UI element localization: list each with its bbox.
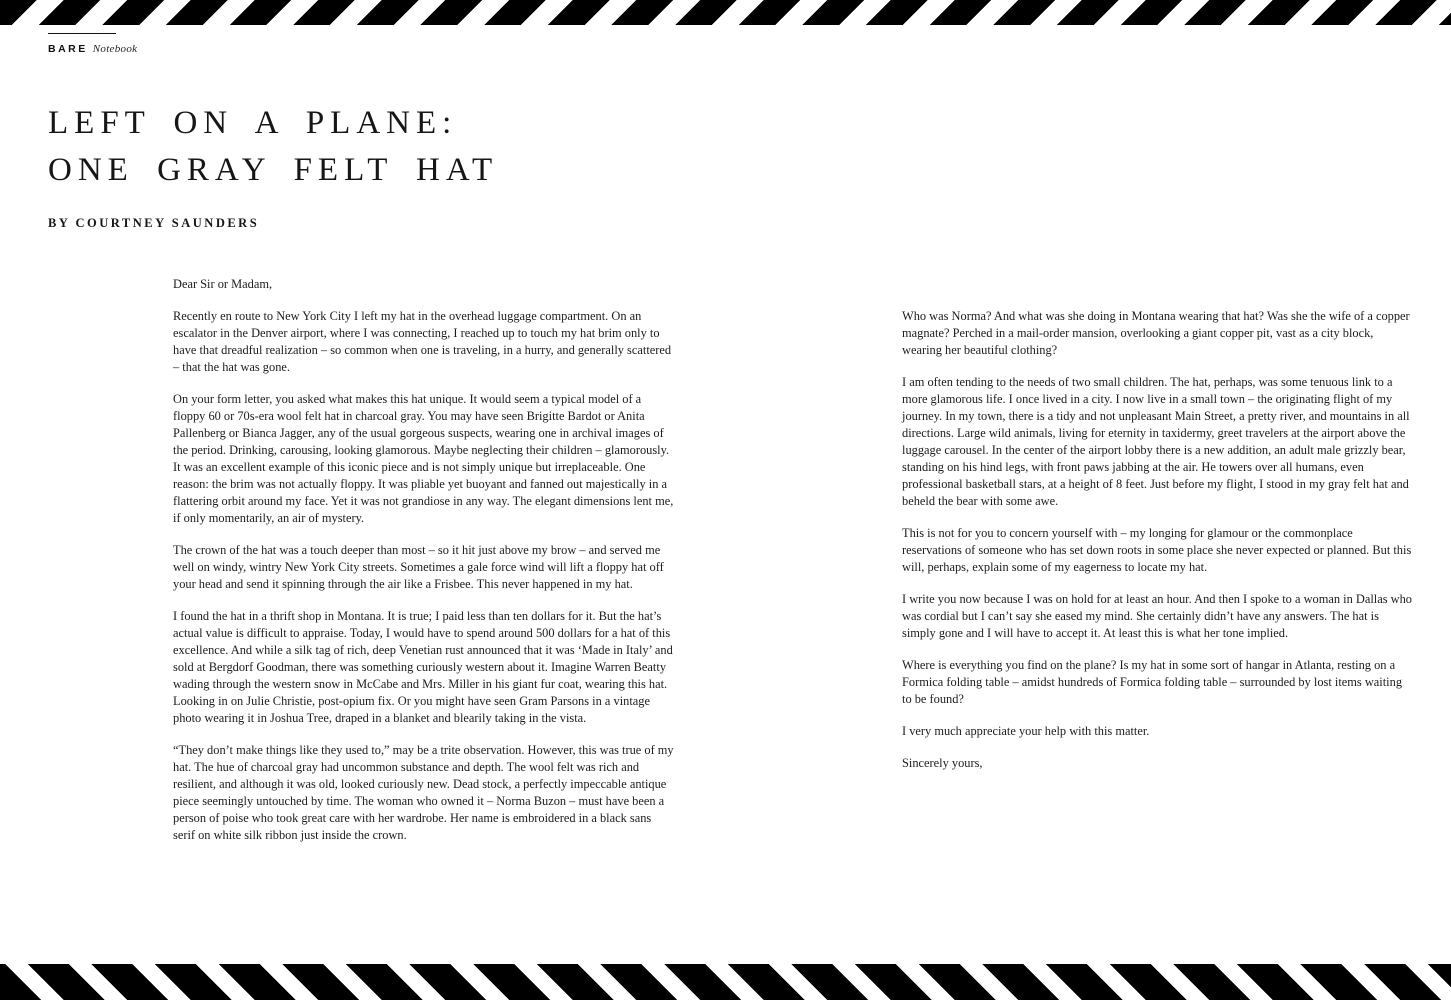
paragraph: I very much appreciate your help with this matter. [902,724,1150,738]
page-title-line1: LEFT ON A PLANE: [48,105,458,141]
top-stripe-border [0,0,1451,25]
masthead [48,33,137,57]
paragraph: “They don’t make things like they used to,” may be a trite observation. However, this was true of my hat. The hue of charcoal gray had uncommon substance and depth. The wool felt was rich and resilient, and although it was old, looked curiously new. Dead stock, a perfectly impeccable antique piece seemingly untouched by time. The woman who owned it – Norma Buzon – must have been a person of poise who took great care with her wardrobe. Her name is embroidered in a black sans serif on white silk ribbon just inside the crown. [173,743,674,842]
paragraph: The crown of the hat was a touch deeper than most – so it hit just above my brow – and served me well on windy, wintry New York City streets. Sometimes a gale force wind will lift a floppy hat off your head and send it spinning through the air like a Frisbee. This never happened in my hat. [173,543,664,591]
column-right [902,308,1414,859]
bottom-stripe-border [0,964,1451,1000]
paragraph: Recently en route to New York City I left my hat in the overhead luggage compartment. On an escalator in the Denver airport, where I was connecting, I reached up to touch my hat brim only to have that dreadful realization – so common when one is traveling, in a hurry, and generally scattered – that the hat was gone. [173,309,672,374]
letter-body [173,276,1414,859]
paragraph: I write you now because I was on hold for at least an hour. And then I spoke to a woman in Dallas who was cordial but I can’t say she eased my mind. She certainly didn’t have any answers. The hat is simply gone and I will have to accept it. At least this is what her tone implied. [902,592,1412,640]
paragraph: Sincerely yours, [902,756,983,770]
paragraph: This is not for you to concern yourself with – my longing for glamour or the commonplace reservations of someone who has set down roots in some place she never expected or planned. But this will, perhaps, explain some of my eagerness to locate my hat. [902,526,1412,574]
masthead-rule [48,33,116,34]
left-paragraphs [173,308,675,844]
paragraph: Who was Norma? And what was she doing in Montana wearing that hat? Was she the wife of a copper magnate? Perched in a mail-order mansion, overlooking a giant copper pit, vast as a city block, wearing her beautiful clothing? [902,309,1410,357]
paragraph: I am often tending to the needs of two small children. The hat, perhaps, was some tenuous link to a more glamorous life. I once lived in a city. I now live in a small town – the originating flight of my journey. In my town, there is a tidy and not unpleasant Main Street, a pretty river, and mountains in all directions. Large wild animals, living for eternity in taxidermy, greet travelers at the airport above the luggage carousel. In the center of the airport lobby there is a new addition, an adult male grizzly bear, standing on his hind legs, with front paws jabbing at the air. He towers over all humans, even professional basketball stars, at a height of 8 feet. Just before my flight, I stood in my gray felt hat and beheld the bear with some awe. [902,375,1410,508]
page-title [48,100,498,194]
brand-suffix: Notebook [92,43,138,55]
salutation: Dear Sir or Madam, [173,277,273,291]
page-title-line2: ONE GRAY FELT HAT [48,152,499,188]
byline: BY COURTNEY SAUNDERS [48,216,260,230]
paragraph: Where is everything you find on the plane? Is my hat in some sort of hangar in Atlanta, resting on a Formica folding table – amidst hundreds of Formica folding table – surrounded by lost items waiting to be found? [902,658,1403,706]
right-paragraphs [902,308,1414,772]
paragraph: On your form letter, you asked what makes this hat unique. It would seem a typical model of a floppy 60 or 70s-era wool felt hat in charcoal gray. You may have seen Brigitte Bardot or Anita Pallenberg or Bianca Jagger, any of the usual gorgeous suspects, wearing one in archival images of the period. Drinking, carousing, looking glamorous. Maybe neglecting their children – glamorously. It was an excellent example of this iconic piece and is not simply unique but irreplaceable. One reason: the brim was not actually floppy. It was pliable yet buoyant and fanned out majestically in a flattering orbit around my face. Yet it was not grandiose in any way. The elegant dimensions lent me, if only momentarily, an air of mystery. [173,392,674,525]
brand-logo: BARE [48,43,88,55]
paragraph: I found the hat in a thrift shop in Montana. It is true; I paid less than ten dollars for it. But the hat’s actual value is difficult to appraise. Today, I would have to spend around 500 dollars for a hat of this excellence. And while a silk tag of rich, deep Venetian rust announced that it was ‘Made in Italy’ and sold at Bergdorf Goodman, there was something curiously western about it. Imagine Warren Beatty wading through the western snow in McCabe and Mrs. Miller in his giant fur coat, wearing this hat. Looking in on Julie Christie, post-opium fix. Or you might have seen Gram Parsons in a vintage photo wearing it in Joshua Tree, draped in a blanket and blearily taking in the vista. [173,609,673,725]
column-left [173,276,675,859]
